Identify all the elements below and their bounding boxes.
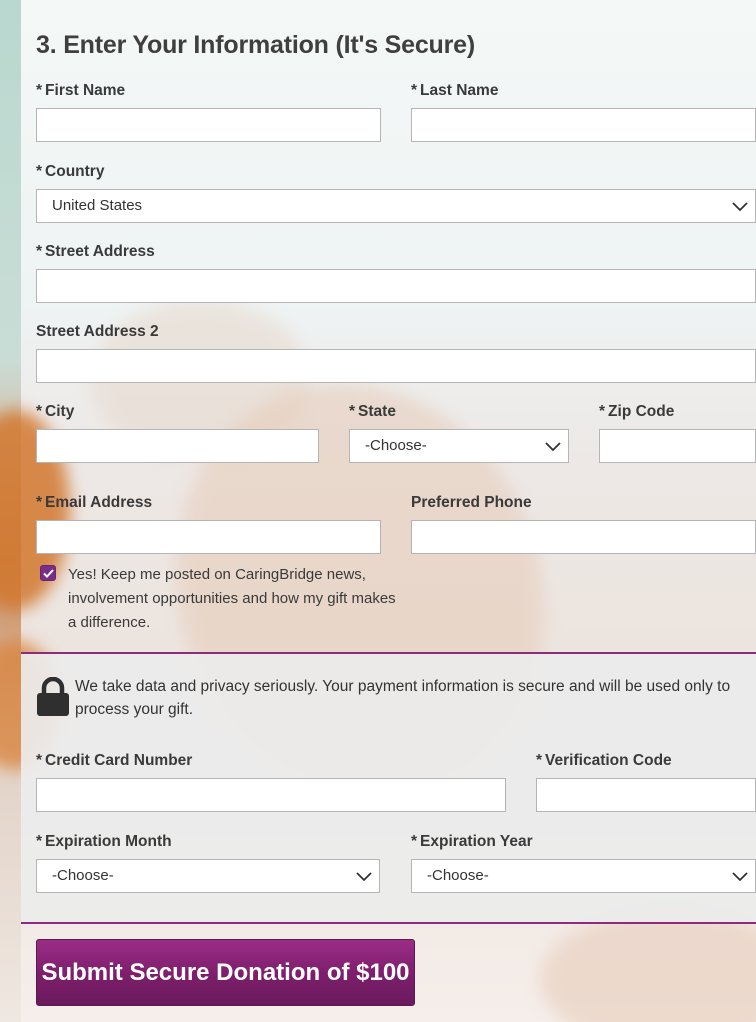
country-select[interactable] xyxy=(36,189,756,223)
first-name-input[interactable] xyxy=(36,108,381,142)
chevron-down-icon xyxy=(355,868,373,884)
privacy-notice: We take data and privacy seriously. Your payment information is secure and will be used only to process your gift. xyxy=(75,678,731,718)
expiration-month-select[interactable] xyxy=(36,859,380,893)
expiration-month-label: * Expiration Month xyxy=(36,833,172,850)
email-label: * Email Address xyxy=(36,494,153,511)
country-selected-value: United States xyxy=(52,197,143,214)
street-address-2-input[interactable] xyxy=(36,349,756,383)
expiration-month-selected-value: -Choose- xyxy=(52,867,114,884)
street-address-input[interactable] xyxy=(36,269,756,303)
last-name-label: * Last Name xyxy=(411,82,499,99)
check-icon xyxy=(42,567,55,580)
verification-code-label: * Verification Code xyxy=(536,752,672,769)
verification-code-input[interactable] xyxy=(536,778,756,812)
street-address-label: * Street Address xyxy=(36,243,155,260)
state-label: * State xyxy=(349,403,396,420)
expiration-year-label: * Expiration Year xyxy=(411,833,533,850)
city-input[interactable] xyxy=(36,429,319,463)
donation-form xyxy=(21,0,756,1022)
chevron-down-icon xyxy=(731,868,749,884)
expiration-year-selected-value: -Choose- xyxy=(427,867,489,884)
submit-donation-button[interactable]: Submit Secure Donation of $100 xyxy=(36,939,415,1006)
last-name-input[interactable] xyxy=(411,108,756,142)
zip-code-label: * Zip Code xyxy=(599,403,675,420)
secure-payment-panel xyxy=(21,652,756,924)
card-number-input[interactable] xyxy=(36,778,506,812)
chevron-down-icon xyxy=(731,198,749,214)
state-select[interactable] xyxy=(349,429,569,463)
first-name-label: * First Name xyxy=(36,82,126,99)
street-address-2-label: Street Address 2 xyxy=(36,323,159,340)
lock-icon xyxy=(35,677,71,717)
section-title: 3. Enter Your Information (It's Secure) xyxy=(36,31,475,59)
phone-input[interactable] xyxy=(411,520,756,554)
newsletter-checkbox[interactable] xyxy=(40,565,56,581)
expiration-year-select[interactable] xyxy=(411,859,756,893)
state-selected-value: -Choose- xyxy=(365,437,427,454)
newsletter-consent-text: Yes! Keep me posted on CaringBridge news, involvement opportunities and how my gift makes a difference. xyxy=(68,566,396,631)
city-label: * City xyxy=(36,403,75,420)
chevron-down-icon xyxy=(544,438,562,454)
zip-code-input[interactable] xyxy=(599,429,756,463)
card-number-label: * Credit Card Number xyxy=(36,752,193,769)
country-label: * Country xyxy=(36,163,105,180)
email-input[interactable] xyxy=(36,520,381,554)
phone-label: Preferred Phone xyxy=(411,494,532,511)
